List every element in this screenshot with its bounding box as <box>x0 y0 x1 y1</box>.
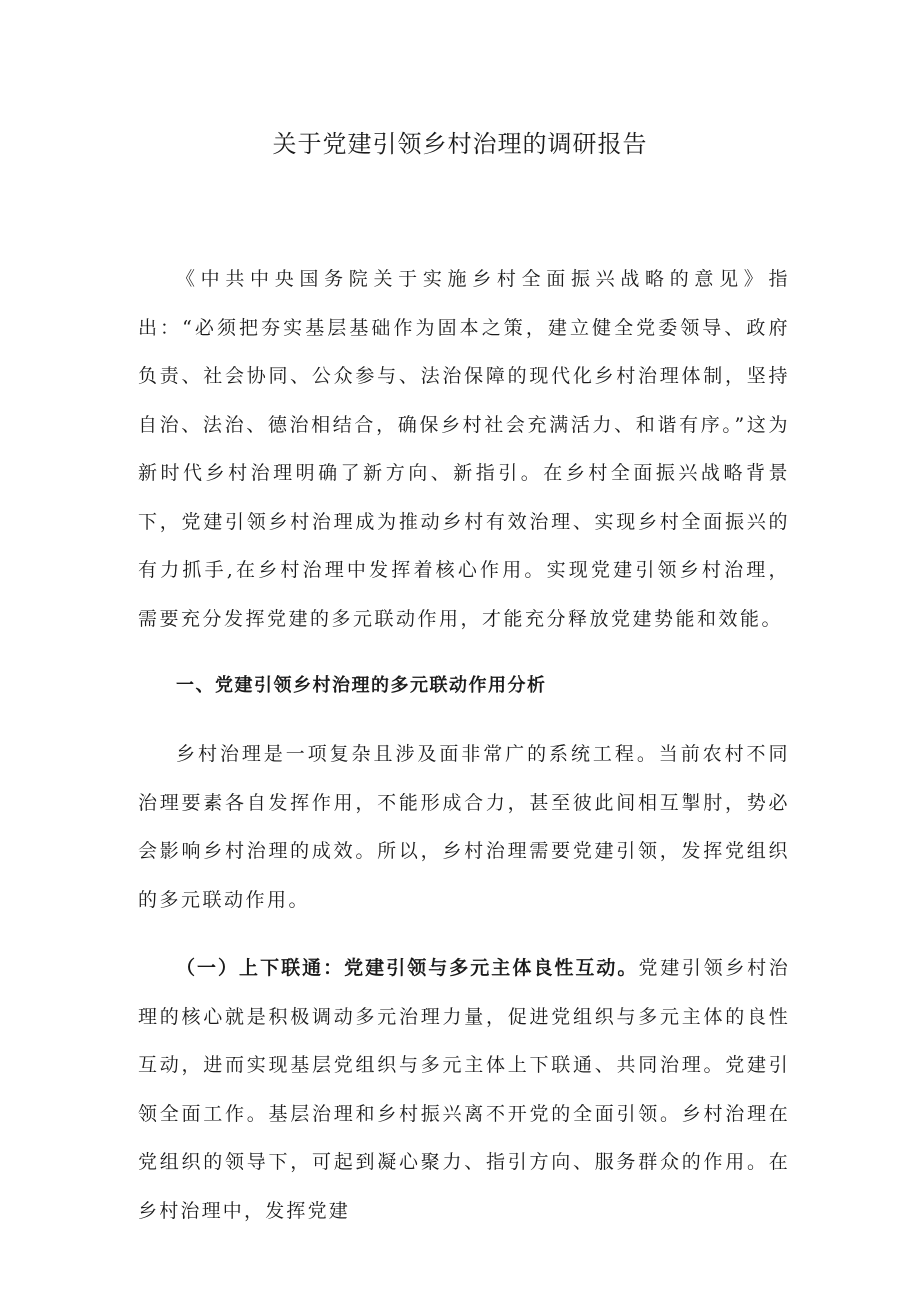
section-heading: 一、党建引领乡村治理的多元联动作用分析 <box>176 675 547 696</box>
subsection-paragraph <box>138 944 790 1235</box>
section-paragraph: 乡村治理是一项复杂且涉及面非常广的系统工程。当前农村不同治理要素各自发挥作用，不能形成合力，甚至彼此间相互掣肘，势必会影响乡村治理的成效。所以，乡村治理需要党建引领，发挥党组织的多元联动作用。 <box>138 743 790 911</box>
subsection-lead: （一）上下联通：党建引领与多元主体良性互动。 <box>176 957 639 979</box>
document-title: 关于党建引领乡村治理的调研报告 <box>272 130 648 158</box>
intro-paragraph: 《中共中央国务院关于实施乡村全面振兴战略的意见》指出：“必须把夯实基层基础作为固本之策，建立健全党委领导、政府负责、社会协同、公众参与、法治保障的现代化乡村治理体制，坚持自治、法治、德治相结合，确保乡村社会充满活力、和谐有序。”这为新时代乡村治理明确了新方向、新指引。在乡村全面振兴战略背景下，党建引领乡村治理成为推动乡村有效治理、实现乡村全面振兴的有力抓手,在乡村治理中发挥着核心作用。实现党建引领乡村治理，需要充分发挥党建的多元联动作用，才能充分释放党建势能和效能。 <box>138 268 790 630</box>
subsection-body: 党建引领乡村治理的核心就是积极调动多元治理力量，促进党组织与多元主体的良性互动，进而实现基层党组织与多元主体上下联通、共同治理。党建引领全面工作。基层治理和乡村振兴离不开党的全面引领。乡村治理在党组织的领导下，可起到凝心聚力、指引方向、服务群众的作用。在乡村治理中，发挥党建 <box>138 957 790 1222</box>
